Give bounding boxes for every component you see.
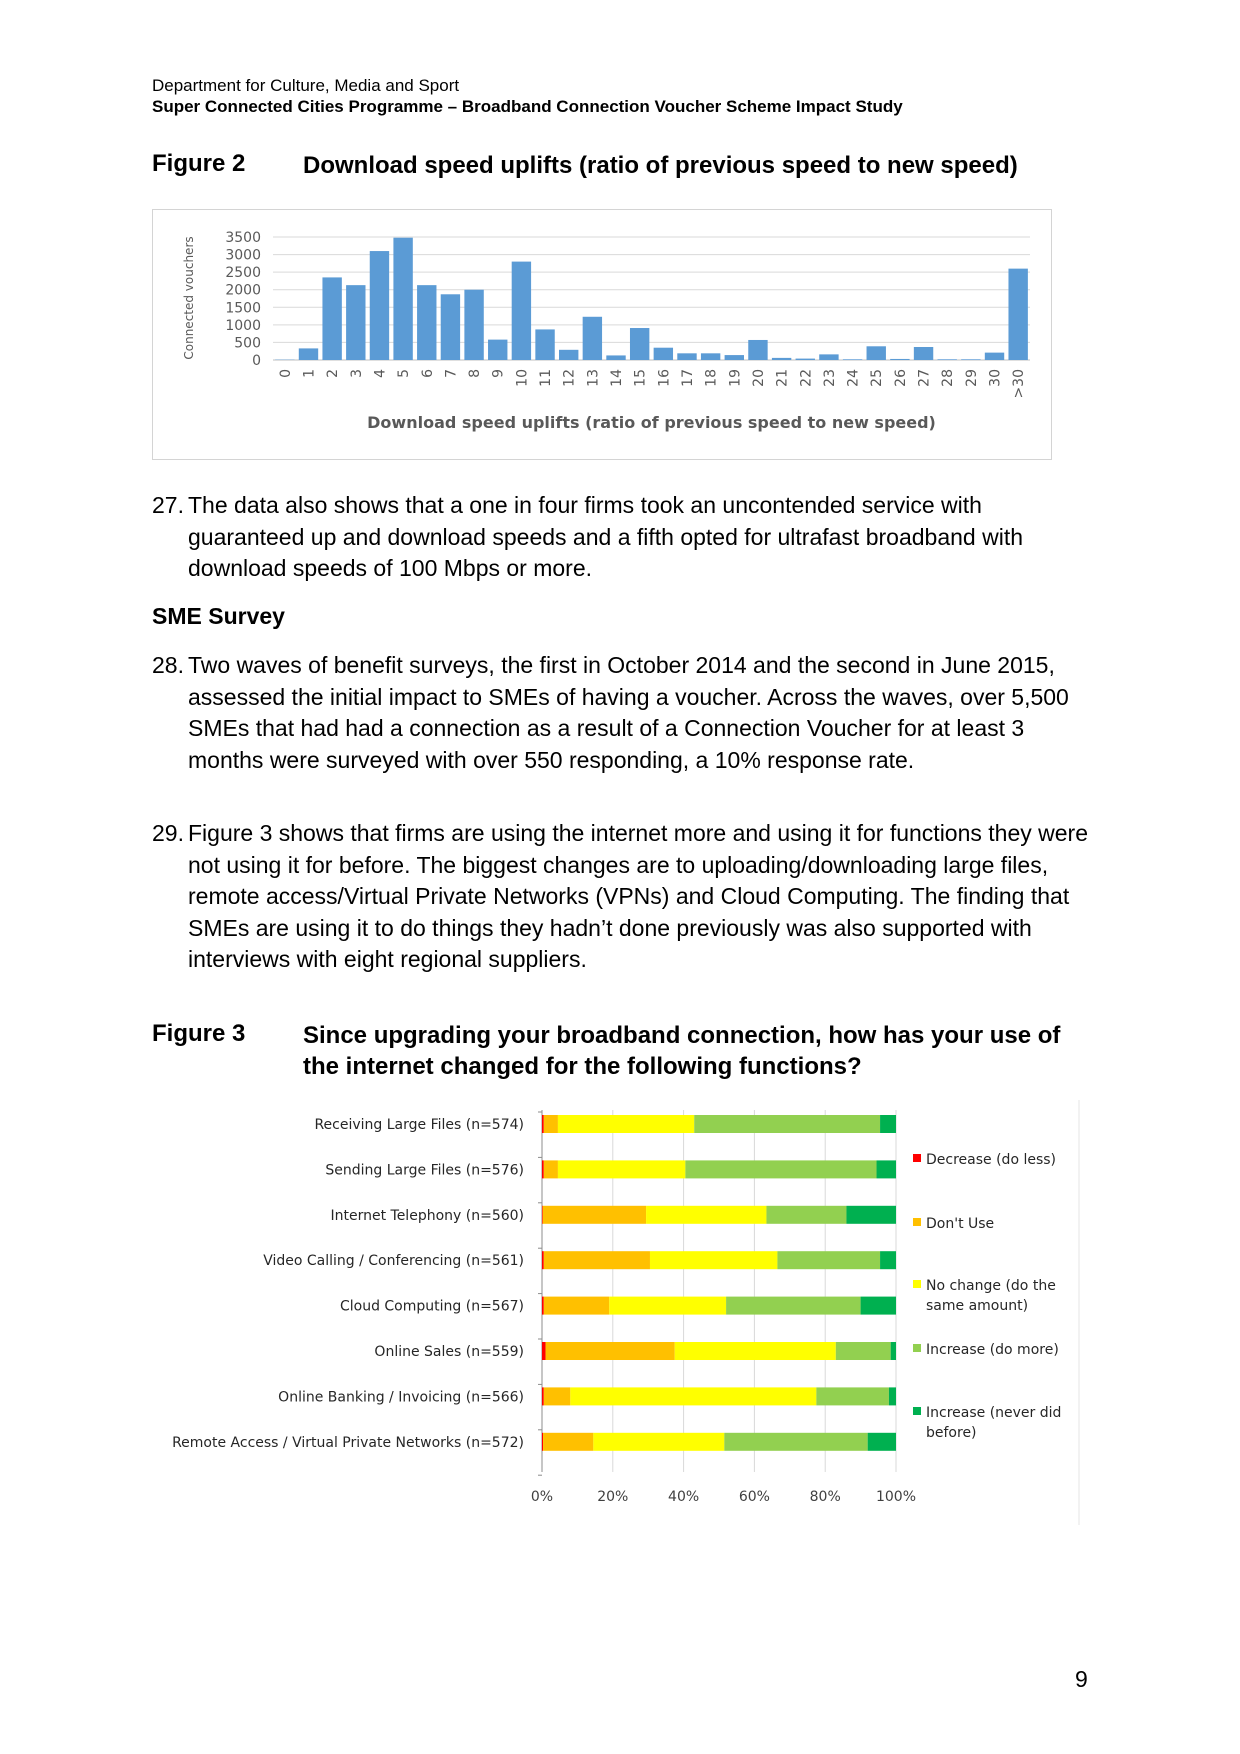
segment-don-t-use <box>544 1115 558 1133</box>
bar-2 <box>322 277 341 360</box>
bar-28 <box>938 359 957 360</box>
y-tick-label: 3000 <box>225 247 261 264</box>
x-tick-label: 20 <box>750 369 767 387</box>
legend-label: same amount) <box>926 1298 1029 1314</box>
category-label: Receiving Large Files (n=574) <box>314 1117 524 1133</box>
bar-29 <box>961 359 980 360</box>
bar-12 <box>559 350 578 360</box>
segment-don-t-use <box>544 1251 650 1269</box>
segment-no-change-do-the-same-amount- <box>570 1387 816 1405</box>
bar-1 <box>299 348 318 360</box>
y-tick-label: 1000 <box>225 317 261 334</box>
segment-increase-do-more- <box>694 1115 880 1133</box>
bar-4 <box>370 251 389 360</box>
bar-27 <box>914 347 933 360</box>
paragraph-28-number: 28. <box>152 652 184 678</box>
segment-decrease-do-less- <box>542 1342 546 1360</box>
segment-decrease-do-less- <box>542 1433 543 1451</box>
segment-increase-never-did-before- <box>889 1387 896 1405</box>
category-label: Cloud Computing (n=567) <box>339 1298 524 1315</box>
legend-swatch <box>913 1407 921 1415</box>
segment-increase-do-more- <box>685 1160 876 1178</box>
legend-label: Don't Use <box>926 1216 995 1232</box>
category-label: Online Sales (n=559) <box>374 1344 524 1360</box>
x-tick-label: 18 <box>703 369 720 387</box>
segment-decrease-do-less- <box>542 1297 544 1315</box>
x-tick-label: 1 <box>301 369 318 378</box>
segment-no-change-do-the-same-amount- <box>593 1433 724 1451</box>
x-tick-label: 15 <box>632 369 649 387</box>
bar->30 <box>1008 269 1027 360</box>
legend-swatch <box>913 1344 921 1352</box>
x-tick-label: 10 <box>514 369 531 387</box>
paragraph-29-text: Figure 3 shows that firms are using the internet more and using it for functions they were not using it for before. The biggest changes are to uploading/downloading large files, remote access/Virtual Private Networks (VPNs) and Cloud Computing. The finding that SMEs are using it to do things they hadn’t done previously was also supported with interviews with eight regional suppliers. <box>188 820 1088 972</box>
paragraph-27-text: The data also shows that a one in four firms took an uncontended service with guaranteed up and download speeds and a fifth opted for ultrafast broadband with download speeds of 100 Mbps or more. <box>188 492 1023 581</box>
figure-2-title: Download speed uplifts (ratio of previous speed to new speed) <box>303 152 1018 179</box>
x-tick-label: 17 <box>679 369 696 387</box>
page-number: 9 <box>1075 1666 1088 1692</box>
category-label: Online Banking / Invoicing (n=566) <box>278 1389 524 1406</box>
bar-30 <box>985 353 1004 360</box>
category-label: Internet Telephony (n=560) <box>330 1207 524 1224</box>
figure-2-number: Figure 2 <box>152 150 246 177</box>
sme-survey-heading: SME Survey <box>152 603 285 629</box>
segment-increase-never-did-before- <box>880 1251 896 1269</box>
bar-23 <box>819 354 838 360</box>
segment-no-change-do-the-same-amount- <box>609 1297 726 1315</box>
x-tick-label: 9 <box>490 369 507 378</box>
segment-don-t-use <box>544 1387 571 1405</box>
x-tick-label: 4 <box>372 369 389 378</box>
x-tick-label: 6 <box>419 369 436 378</box>
segment-decrease-do-less- <box>542 1251 544 1269</box>
category-label: Remote Access / Virtual Private Networks (n=572) <box>172 1434 524 1451</box>
segment-increase-do-more- <box>816 1387 889 1405</box>
bar-18 <box>701 353 720 360</box>
figure-3-number: Figure 3 <box>152 1020 246 1047</box>
bar-22 <box>796 359 815 360</box>
x-tick-label: 11 <box>538 369 555 387</box>
x-tick-label: 80% <box>809 1489 841 1505</box>
x-tick-label: 8 <box>467 369 484 378</box>
segment-decrease-do-less- <box>542 1160 544 1178</box>
bar-17 <box>677 353 696 360</box>
y-tick-label: 0 <box>252 353 261 369</box>
x-tick-label: 5 <box>396 369 413 378</box>
y-tick-label: 1500 <box>225 300 261 317</box>
bar-25 <box>867 346 886 360</box>
x-tick-label: 30 <box>987 369 1004 387</box>
y-tick-label: 500 <box>234 335 261 352</box>
bar-5 <box>393 238 412 360</box>
x-tick-label: 3 <box>348 369 365 378</box>
x-tick-label: 2 <box>325 369 342 378</box>
report-title-header: Super Connected Cities Programme – Broadband Connection Voucher Scheme Impact Study <box>152 97 903 116</box>
bar-15 <box>630 328 649 360</box>
paragraph-28-text: Two waves of benefit surveys, the first in October 2014 and the second in June 2015, assessed the initial impact to SMEs of having a voucher. Across the waves, over 5,500 SMEs that had had a connection as a result of a Connection Voucher for at least 3 months were surveyed with over 550 responding, a 10% response rate. <box>188 652 1069 773</box>
segment-increase-never-did-before- <box>846 1206 896 1224</box>
bar-14 <box>606 355 625 360</box>
x-tick-label: 22 <box>798 369 815 387</box>
segment-no-change-do-the-same-amount- <box>675 1342 836 1360</box>
bar-9 <box>488 340 507 360</box>
x-tick-label: 13 <box>585 369 602 387</box>
category-label: Video Calling / Conferencing (n=561) <box>263 1253 524 1270</box>
bar-3 <box>346 285 365 360</box>
legend-label: Increase (never did <box>926 1405 1062 1421</box>
y-tick-label: 3500 <box>225 230 261 246</box>
legend-label: Decrease (do less) <box>926 1152 1057 1168</box>
segment-increase-never-did-before- <box>861 1297 896 1315</box>
x-tick-label: >30 <box>1011 369 1028 399</box>
bar-10 <box>512 262 531 360</box>
x-tick-label: 29 <box>963 369 980 387</box>
legend-swatch <box>913 1280 921 1288</box>
segment-increase-do-more- <box>836 1342 891 1360</box>
x-tick-label: 19 <box>727 369 744 387</box>
bar-8 <box>464 290 483 360</box>
figure-3-title: Since upgrading your broadband connection, how has your use of the internet changed for the following functions? <box>303 1022 1061 1080</box>
paragraph-29-number: 29. <box>152 820 184 846</box>
segment-increase-do-more- <box>777 1251 880 1269</box>
segment-no-change-do-the-same-amount- <box>558 1160 685 1178</box>
legend-label: before) <box>926 1425 977 1441</box>
segment-don-t-use <box>544 1297 609 1315</box>
bar-7 <box>441 294 460 360</box>
segment-decrease-do-less- <box>542 1115 544 1133</box>
x-tick-label: 24 <box>845 369 862 387</box>
bar-19 <box>725 355 744 360</box>
segment-no-change-do-the-same-amount- <box>650 1251 777 1269</box>
x-tick-label: 21 <box>774 369 791 387</box>
x-tick-label: 23 <box>821 369 838 387</box>
segment-don-t-use <box>543 1206 646 1224</box>
bar-6 <box>417 285 436 360</box>
figure-2-chart-frame <box>152 209 1052 460</box>
legend-label: Increase (do more) <box>926 1342 1059 1358</box>
segment-no-change-do-the-same-amount- <box>646 1206 766 1224</box>
segment-don-t-use <box>546 1342 675 1360</box>
bar-26 <box>890 359 909 360</box>
x-tick-label: 20% <box>597 1489 629 1505</box>
legend-swatch <box>913 1154 921 1162</box>
x-tick-label: 27 <box>916 369 933 387</box>
y-tick-label: 2000 <box>225 282 261 299</box>
x-tick-label: 0% <box>530 1489 554 1505</box>
x-tick-label: 16 <box>656 369 673 387</box>
x-tick-label: 100% <box>875 1489 917 1505</box>
x-tick-label: 25 <box>869 369 886 387</box>
bar-13 <box>583 317 602 360</box>
segment-no-change-do-the-same-amount- <box>558 1115 694 1133</box>
category-label: Sending Large Files (n=576) <box>325 1162 524 1179</box>
x-tick-label: 14 <box>609 369 626 387</box>
x-tick-label: 26 <box>892 369 909 387</box>
bar-11 <box>535 329 554 360</box>
y-axis-title: Connected vouchers <box>182 236 196 360</box>
segment-increase-never-did-before- <box>868 1433 896 1451</box>
paragraph-27-number: 27. <box>152 492 184 518</box>
download-speed-uplift-chart <box>153 210 1051 459</box>
segment-don-t-use <box>544 1160 558 1178</box>
segment-increase-do-more- <box>766 1206 846 1224</box>
bar-21 <box>772 358 791 360</box>
legend-swatch <box>913 1218 921 1226</box>
bar-20 <box>748 340 767 360</box>
x-axis-title: Download speed uplifts (ratio of previous speed to new speed) <box>367 413 936 432</box>
x-tick-label: 28 <box>940 369 957 387</box>
segment-increase-do-more- <box>724 1433 867 1451</box>
segment-decrease-do-less- <box>542 1206 543 1224</box>
segment-increase-do-more- <box>726 1297 861 1315</box>
segment-decrease-do-less- <box>542 1387 544 1405</box>
x-tick-label: 40% <box>668 1489 700 1505</box>
bar-24 <box>843 359 862 360</box>
x-tick-label: 12 <box>561 369 578 387</box>
bar-16 <box>654 348 673 360</box>
segment-increase-never-did-before- <box>877 1160 896 1178</box>
x-tick-label: 0 <box>277 369 294 378</box>
x-tick-label: 7 <box>443 369 460 378</box>
legend-label: No change (do the <box>926 1278 1056 1294</box>
x-tick-label: 60% <box>738 1489 770 1505</box>
department-header: Department for Culture, Media and Sport <box>152 76 460 95</box>
segment-increase-never-did-before- <box>891 1342 896 1360</box>
segment-don-t-use <box>543 1433 593 1451</box>
segment-increase-never-did-before- <box>880 1115 896 1133</box>
y-tick-label: 2500 <box>225 265 261 282</box>
